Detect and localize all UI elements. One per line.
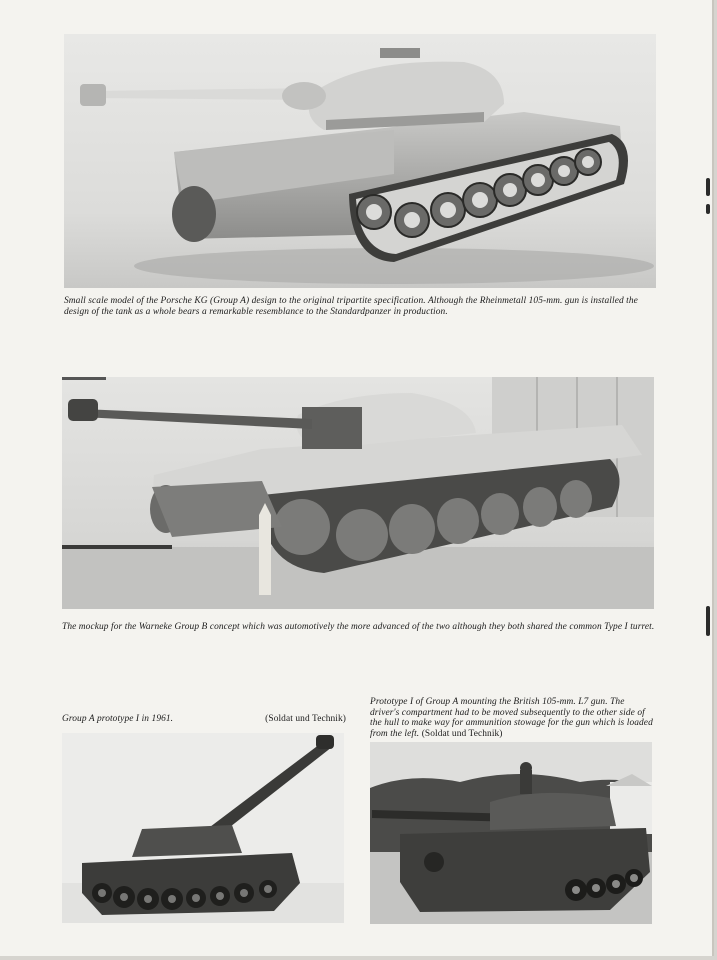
caption-4-text: Prototype I of Group A mounting the British 105-mm. L7 gun. The driver's compartment had to be moved subsequently to the other side of the hull to make way for ammunition stowage for the gun which is loaded from the left.	[370, 697, 653, 739]
caption-group-a-prototype-1961	[62, 714, 346, 725]
caption-4-credit: (Soldat und Technik)	[421, 728, 503, 739]
edge-mark-2	[706, 204, 710, 214]
caption-prototype-l7-gun	[370, 697, 656, 739]
caption-mockup-group-b: The mockup for the Warneke Group B concept which was automotively the more advanced of the two although they both shared the common Type I turret.	[62, 622, 655, 632]
caption-3-text: Group A prototype I in 1961.	[62, 714, 174, 724]
photo-mockup-group-b	[62, 377, 654, 609]
photo-group-a-prototype-1961	[62, 733, 344, 923]
caption-3-credit: (Soldat und Technik)	[265, 714, 346, 724]
photo-scale-model	[64, 34, 656, 288]
edge-mark-1	[706, 178, 710, 196]
edge-mark-3	[706, 606, 710, 636]
photo-prototype-l7-gun	[370, 742, 652, 924]
caption-scale-model: Small scale model of the Porsche KG (Group A) design to the original tripartite specification. Although the Rheinmetall 105-mm. gun is installed the design of the tank as a whole bears a remarkable resemblance to the Standardpanzer in production.	[64, 296, 638, 317]
